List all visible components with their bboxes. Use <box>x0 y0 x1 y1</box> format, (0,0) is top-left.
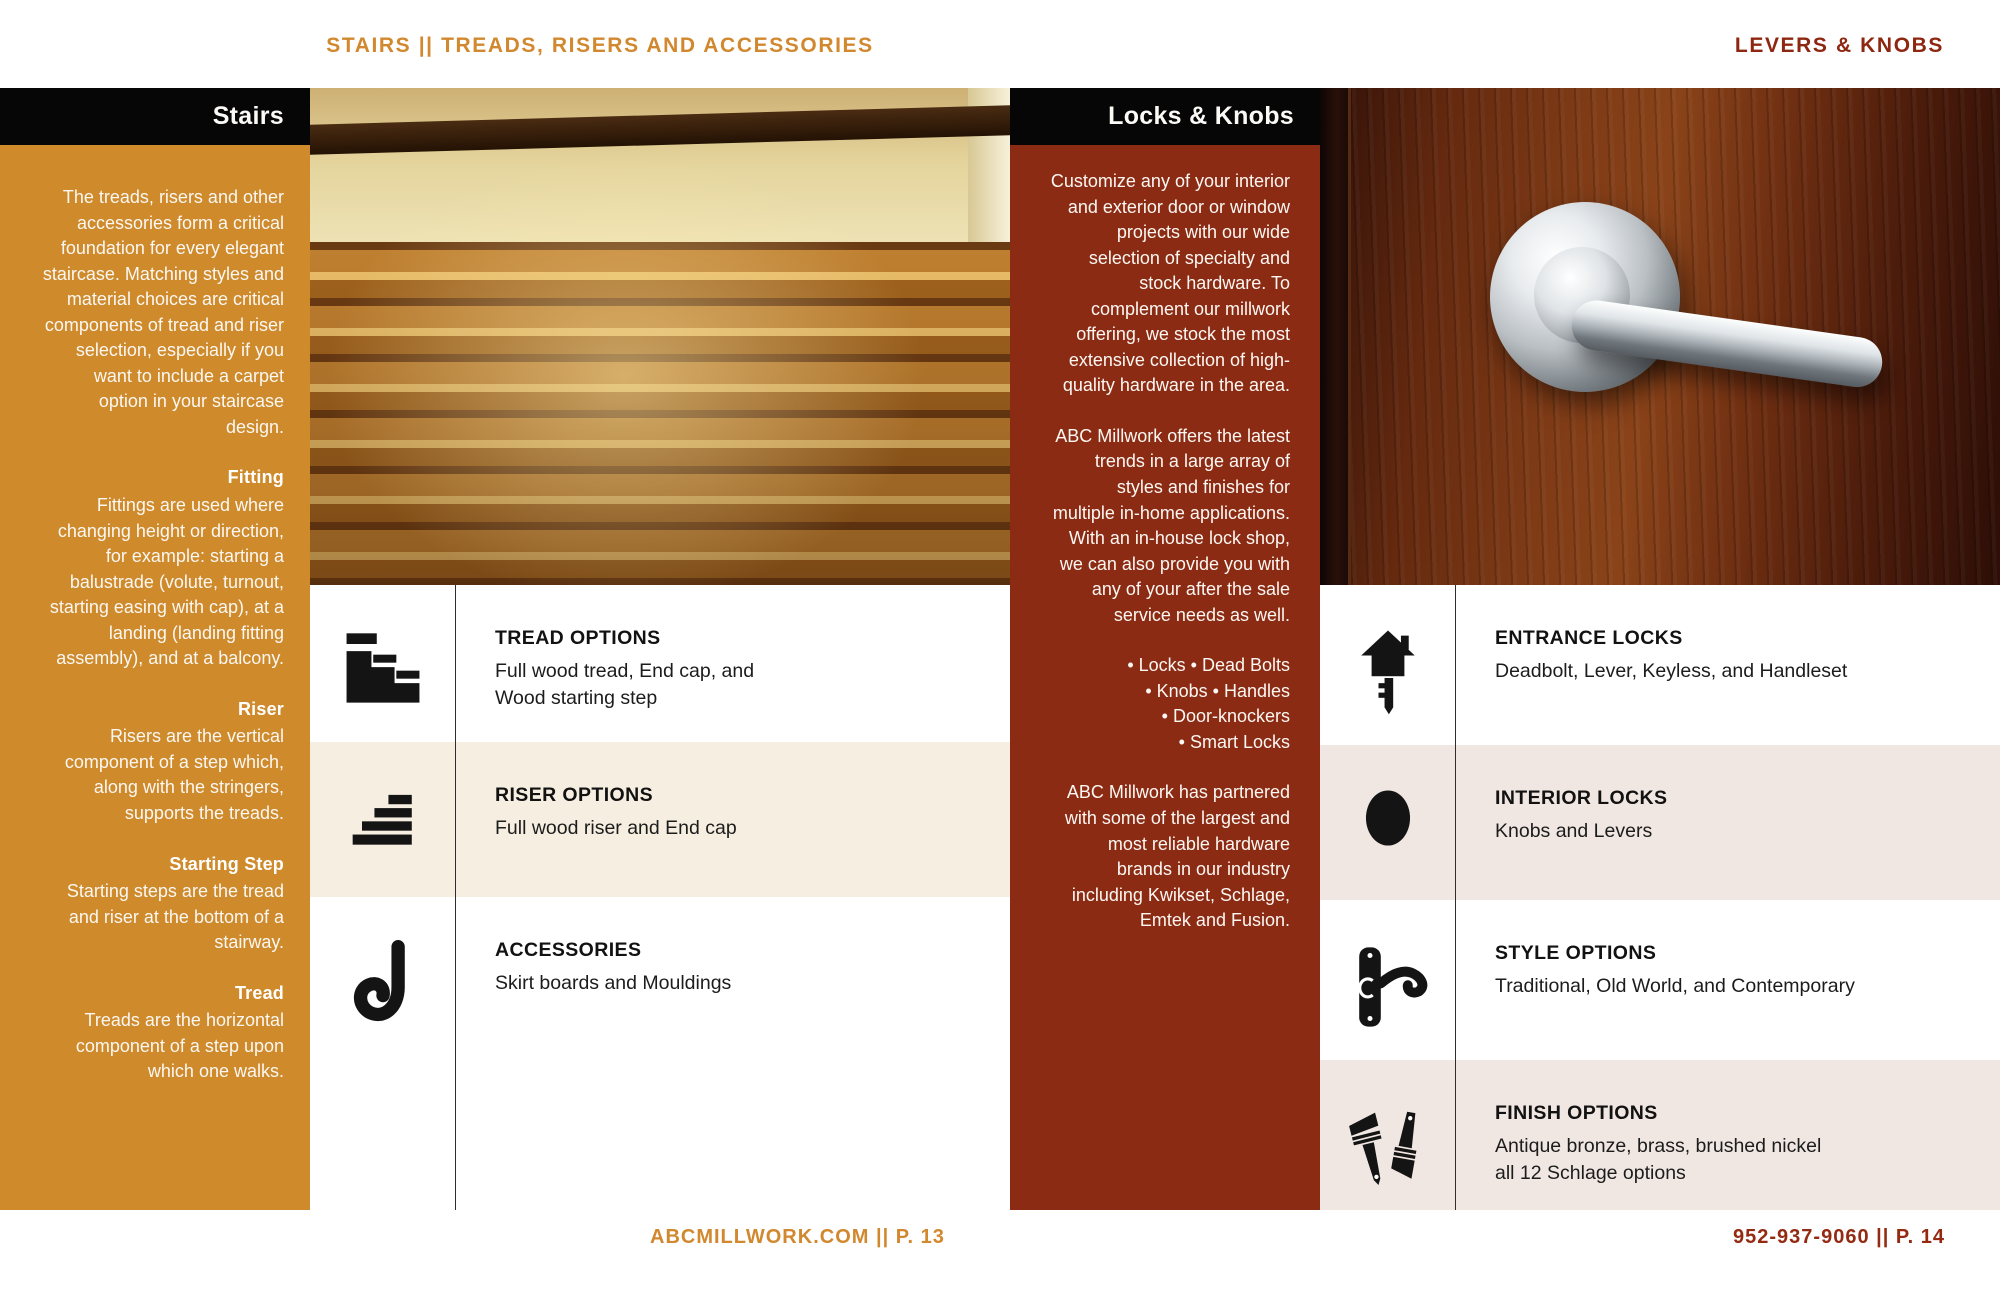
left-page-footer: ABCMILLWORK.COM || P. 13 <box>650 1226 945 1248</box>
doorknob-icon <box>1320 787 1455 849</box>
row-tread-options <box>310 585 1010 742</box>
photo-sheen <box>310 88 1010 585</box>
row-title: FINISH OPTIONS <box>1495 1102 1658 1124</box>
row-description: Full wood tread, End cap, and Wood starting step <box>495 660 755 709</box>
divider-line <box>455 585 456 1210</box>
row-style-options <box>1320 900 2000 1060</box>
right-page-footer: 952-937-9060 || P. 14 <box>1733 1226 1945 1248</box>
bullet-line: • Smart Locks <box>1178 731 1290 752</box>
section-heading-tread: Tread <box>234 982 284 1003</box>
staircase-photo <box>310 88 1010 585</box>
stairs-title-bar <box>0 88 310 145</box>
house-key-icon <box>1320 627 1455 722</box>
section-heading-riser: Riser <box>237 698 284 719</box>
stairs-title: Stairs <box>212 102 284 130</box>
row-accessories <box>310 897 1010 1210</box>
row-title: STYLE OPTIONS <box>1495 942 1657 964</box>
row-title: INTERIOR LOCKS <box>1495 787 1668 809</box>
bullet-line: • Door-knockers <box>1161 706 1290 727</box>
stairs-intro: The treads, risers and other accessories form a critical foundation for every elegant staircase. Matching styles and material choices are critical components of tread and riser selection, especially if you want to include a carpet option in your staircase design. <box>42 187 284 437</box>
row-riser-options <box>310 742 1010 897</box>
locks-bullet-list <box>1050 653 1290 755</box>
section-body-fitting: Fittings are used where changing height or direction, for example: starting a balustrade (volute, turnout, starting easing with cap), at a landing (landing fitting assembly), and at a balcony. <box>49 495 284 669</box>
paint-brushes-icon <box>1320 1102 1455 1197</box>
row-title: ENTRANCE LOCKS <box>1495 627 1683 649</box>
row-description: Full wood riser and End cap <box>495 817 737 839</box>
section-body-riser: Risers are the vertical component of a step which, along with the stringers, supports the treads. <box>64 726 284 824</box>
section-heading-starting-step: Starting Step <box>169 853 284 874</box>
locks-sidebar <box>1010 145 1320 1210</box>
stairs-sidebar <box>0 145 310 1210</box>
locks-paragraph-1: Customize any of your interior and exterior door or window projects with our wide selection of specialty and stock hardware. To complement our millwork offering, we stock the most extensive collection of high-quality hardware in the area. <box>1050 171 1290 396</box>
row-description: Antique bronze, brass, brushed nickel all 12 Schlage options <box>1495 1135 1822 1184</box>
right-page-header: LEVERS & KNOBS <box>1734 34 1944 57</box>
photo-door-edge <box>1320 88 1351 585</box>
lever-handle-icon <box>1320 942 1455 1032</box>
locks-paragraph-2: ABC Millwork offers the latest trends in a large array of styles and finishes for multiple in-home applications. With an in-house lock shop, we can also provide you with any of your after the sale service needs as well. <box>1052 425 1290 625</box>
locks-closing: ABC Millwork has partnered with some of the largest and most reliable hardware brands in our industry including Kwikset, Schlage, Emtek and Fusion. <box>1064 782 1290 931</box>
row-title: ACCESSORIES <box>495 939 642 961</box>
locks-options <box>1320 585 2000 1210</box>
risers-icon <box>310 784 455 854</box>
divider-line <box>1455 585 1456 1210</box>
section-heading-fitting: Fitting <box>227 467 284 488</box>
bullet-line: • Locks • Dead Bolts <box>1127 655 1290 676</box>
bullet-line: • Knobs • Handles <box>1145 680 1290 701</box>
row-interior-locks <box>1320 745 2000 900</box>
row-description: Skirt boards and Mouldings <box>495 972 732 994</box>
row-description: Deadbolt, Lever, Keyless, and Handleset <box>1495 660 1848 682</box>
door-lever-photo <box>1320 88 2000 585</box>
section-body-tread: Treads are the horizontal component of a step upon which one walks. <box>75 1010 284 1082</box>
locks-title-bar <box>1010 88 1320 145</box>
row-description: Traditional, Old World, and Contemporary <box>1495 975 1855 997</box>
stairs-options <box>310 585 1010 1210</box>
row-title: RISER OPTIONS <box>495 784 653 806</box>
row-description: Knobs and Levers <box>1495 820 1653 842</box>
volute-icon <box>310 939 455 1029</box>
row-finish-options <box>1320 1060 2000 1210</box>
row-title: TREAD OPTIONS <box>495 627 661 649</box>
row-entrance-locks <box>1320 585 2000 745</box>
section-body-starting-step: Starting steps are the tread and riser at the bottom of a stairway. <box>66 881 284 953</box>
left-page-header: STAIRS || TREADS, RISERS AND ACCESSORIES <box>326 34 874 57</box>
staircase-icon <box>310 627 455 709</box>
locks-title: Locks & Knobs <box>1108 102 1294 130</box>
